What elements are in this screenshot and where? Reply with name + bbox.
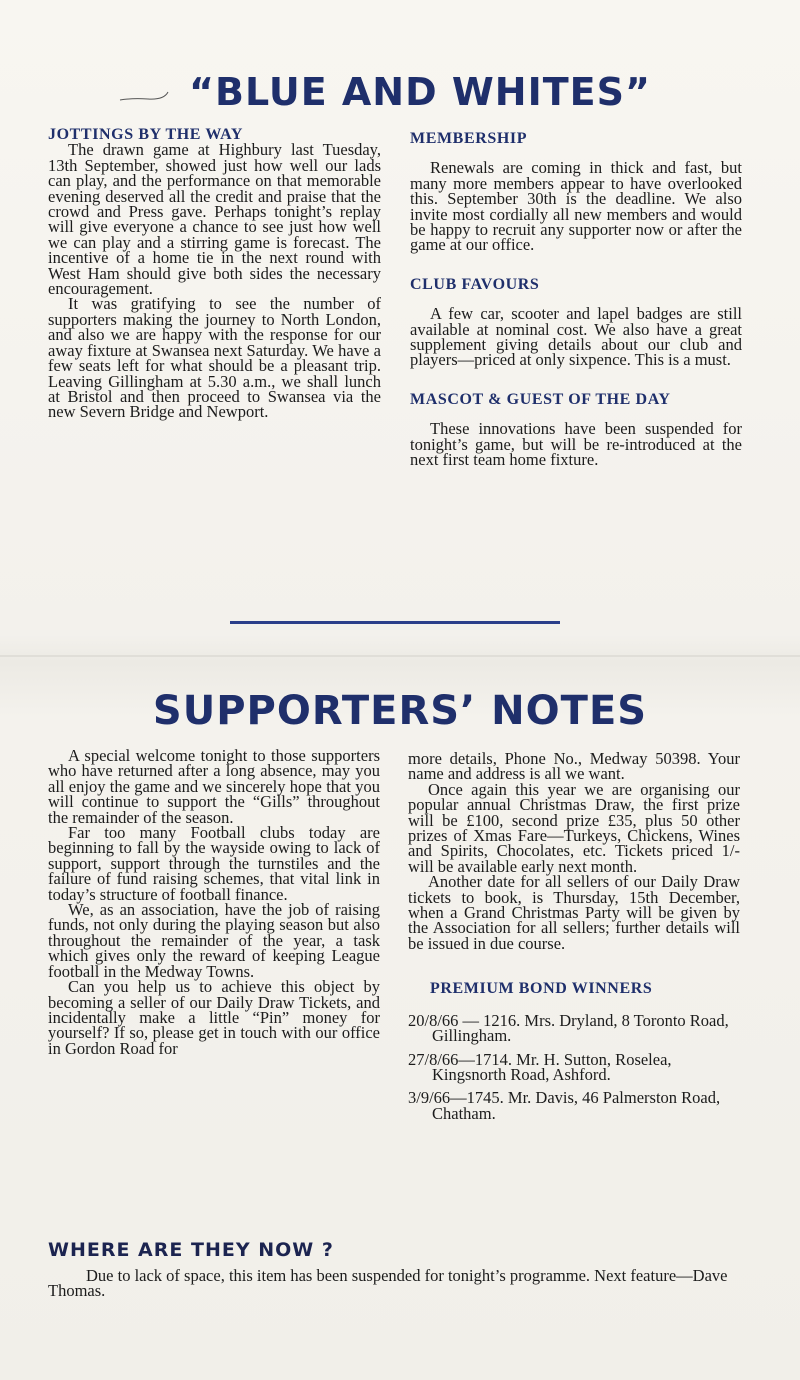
mascot-heading: MASCOT & GUEST OF THE DAY bbox=[410, 390, 671, 408]
premium-bond-heading: PREMIUM BOND WINNERS bbox=[430, 980, 653, 998]
jottings-paragraph: It was gratifying to see the number of supporters making the journey to North London, and also we are happy with the response for our away fixture at Swansea next Saturday. We have a few seats left for what should be a pleasant trip. Leaving Gillingham at 5.30 a.m., we shall lunch at Bristol and then proceed to Swansea via the new Severn Bridge and Newport. bbox=[48, 294, 381, 422]
notes-paragraph: We, as an association, have the job of raising funds, not only during the playing season but also throughout the remainder of the year, a task which gives only the reward of keeping League football in the Medway Towns. bbox=[48, 900, 380, 981]
mascot-text: These innovations have been suspended for tonight’s game, but will be re-introduced at the next first team home fixture. bbox=[410, 419, 742, 470]
supporters-notes-title: SUPPORTERS’ NOTES bbox=[152, 688, 648, 734]
club-favours-text: A few car, scooter and lapel badges are still available at nominal cost. We also have a great supplement giving details about our club and players—priced at only sixpence. This is a must. bbox=[410, 304, 742, 370]
membership-column bbox=[410, 131, 742, 468]
notes-paragraph: Another date for all sellers of our Daily Draw tickets to book, is Thursday, 15th December, when a Grand Christmas Party will be given by the Association for all sellers; further details will be issued in due course. bbox=[408, 872, 740, 953]
club-favours-heading: CLUB FAVOURS bbox=[410, 275, 540, 293]
where-are-they-now-heading: WHERE ARE THEY NOW ? bbox=[48, 1239, 334, 1261]
jottings-column bbox=[48, 127, 381, 420]
premium-bond-winner: 27/8/66—1714. Mr. H. Sutton, Roselea, Kingsnorth Road, Ashford. bbox=[408, 1049, 672, 1084]
membership-text: Renewals are coming in thick and fast, but many more members appear to have overlooked this. September 30th is the deadline. We also invite most cordially all new members and would be happy to recruit any supporter now or after the game at our office. bbox=[410, 158, 742, 255]
notes-left-column bbox=[48, 748, 380, 1056]
notes-paragraph: Far too many Football clubs today are beginning to fall by the wayside owing to lack of support, support through the turnstiles and the failure of fund raising schemes, that vital link in today’s structure of football finance. bbox=[48, 823, 380, 904]
membership-heading: MEMBERSHIP bbox=[410, 130, 528, 147]
where-are-they-now-text: Due to lack of space, this item has been suspended for tonight’s programme. Next feature—Dave Thomas. bbox=[48, 1266, 728, 1301]
notes-paragraph: Once again this year we are organising our popular annual Christmas Draw, the first prize will be £100, second prize £35, plus 50 other prizes of Xmas Fare—Turkeys, Chickens, Wines and Spirits, Chocolates, etc. Tickets priced 1/- will be available early next month. bbox=[408, 779, 740, 876]
premium-bond-winner: 20/8/66 — 1216. Mrs. Dryland, 8 Toronto Road, Gillingham. bbox=[408, 1010, 729, 1046]
section-divider bbox=[230, 621, 560, 624]
notes-continuation: more details, Phone No., Medway 50398. Your name and address is all we want. bbox=[408, 749, 740, 784]
page-title: “BLUE AND WHITES” bbox=[189, 70, 651, 114]
jottings-heading: JOTTINGS BY THE WAY bbox=[48, 126, 244, 143]
notes-right-column bbox=[408, 751, 740, 1121]
paper-fold bbox=[0, 655, 800, 657]
premium-bond-winner: 3/9/66—1745. Mr. Davis, 46 Palmerston Road, Chatham. bbox=[408, 1088, 721, 1123]
jottings-paragraph: The drawn game at Highbury last Tuesday, 13th September, showed just how well our lads can play, and the performance on that memorable evening deserved all the credit and praise that the crowd and Press gave. Perhaps tonight’s replay will give everyone a chance to see just how well we can play and a stirring game is forecast. The incentive of a home tie in the next round with West Ham should give both sides the necessary encouragement. bbox=[48, 140, 381, 299]
notes-paragraph: Can you help us to achieve this object by becoming a seller of our Daily Draw Tickets, and incidentally make a little “Pin” money for yourself? If so, please get in touch with our office in Gordon Road for bbox=[48, 977, 380, 1058]
notes-paragraph: A special welcome tonight to those supporters who have returned after a long absence, may you all enjoy the game and we sincerely hope that you will continue to support the “Gills” throughout the remainder of the season. bbox=[48, 746, 380, 827]
